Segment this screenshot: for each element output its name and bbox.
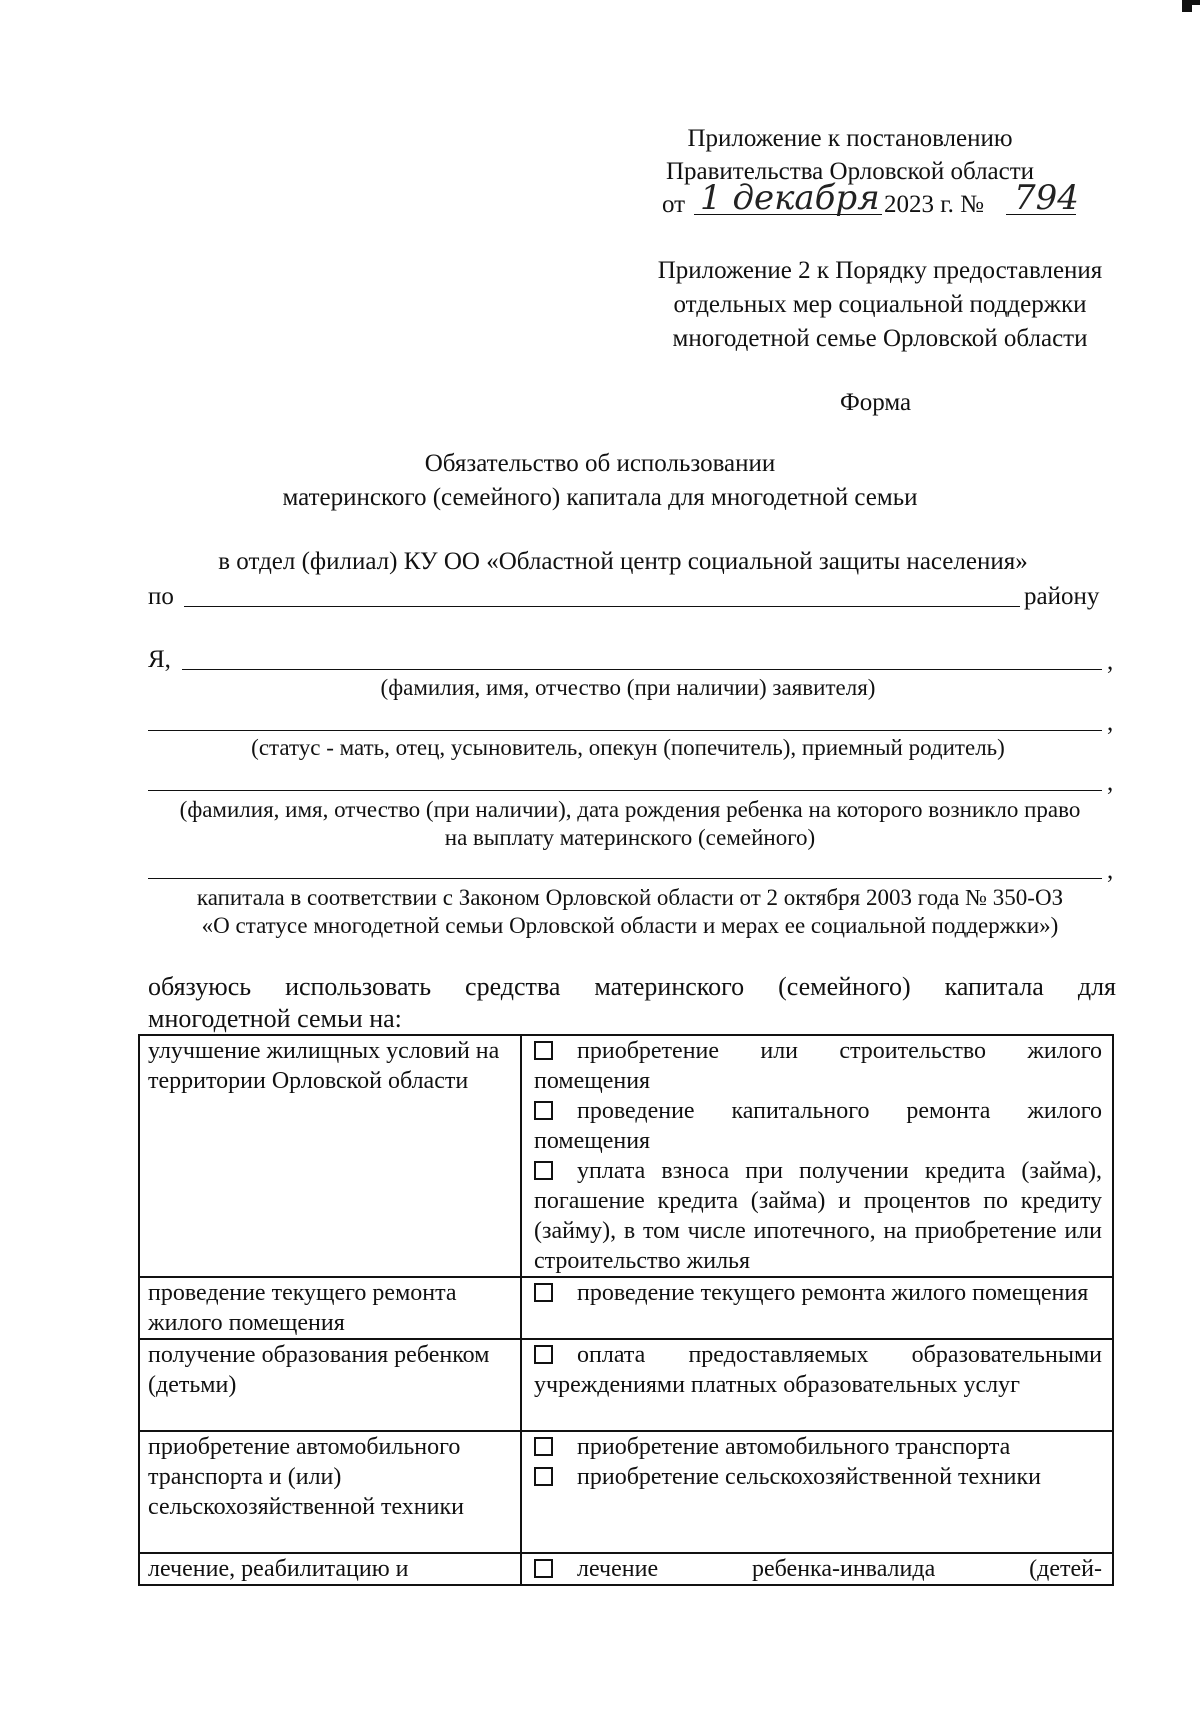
table-row <box>139 1431 1113 1553</box>
scan-mark <box>1182 0 1192 12</box>
options-cell <box>521 1277 1113 1339</box>
appendix-line-1: Приложение 2 к Порядку предоставления <box>657 257 1103 284</box>
checkbox[interactable] <box>534 1437 553 1456</box>
purpose-cell: получение образования ребенком (детьми) <box>139 1339 521 1431</box>
checkbox[interactable] <box>534 1283 553 1302</box>
caption-child-line-1: (фамилия, имя, отчество (при наличии), дата рождения ребенка на которого возникло право <box>179 797 1081 822</box>
caption-law-line-1: капитала в соответствии с Законом Орловской области от 2 октября 2003 года № 350-ОЗ <box>196 885 1064 910</box>
comma: , <box>1107 857 1114 884</box>
addressee-line: в отдел (филиал) КУ ОО «Областной центр социальной защиты населения» <box>218 548 1028 575</box>
document-title-line-2: материнского (семейного) капитала для многодетной семьи <box>282 484 918 511</box>
header-line-2: Правительства Орловской области <box>665 158 1035 185</box>
option-item[interactable]: оплата предоставляемых образовательными учреждениями платных образовательных услуг <box>534 1342 1102 1398</box>
comma: , <box>1107 648 1114 675</box>
form-label: Форма <box>840 389 912 416</box>
table-row <box>139 1553 1113 1585</box>
applicant-status-field[interactable] <box>148 730 1102 731</box>
caption-child-line-2: на выплату материнского (семейного) <box>444 825 816 850</box>
obligation-line-1: обязуюсь использовать средства материнского (семейного) капитала для <box>148 972 1116 1001</box>
purpose-cell: проведение текущего ремонта жилого помещения <box>139 1277 521 1339</box>
applicant-name-field[interactable] <box>182 669 1102 670</box>
option-item[interactable]: приобретение сельскохозяйственной техники <box>534 1462 1102 1492</box>
caption-law-line-2: «О статусе многодетной семьи Орловской области и мерах ее социальной поддержки») <box>201 913 1059 938</box>
option-item[interactable]: лечение ребенка-инвалида (детей- <box>534 1554 1102 1584</box>
purpose-cell: улучшение жилищных условий на территории Орловской области <box>139 1035 521 1277</box>
document-title-line-1: Обязательство об использовании <box>424 450 776 477</box>
options-cell <box>521 1339 1113 1431</box>
option-item[interactable]: приобретение автомобильного транспорта <box>534 1432 1102 1462</box>
caption-applicant-name: (фамилия, имя, отчество (при наличии) заявителя) <box>380 675 876 700</box>
comma: , <box>1107 769 1114 796</box>
option-item[interactable]: приобретение или строительство жилого помещения <box>534 1038 1102 1094</box>
option-item[interactable]: проведение капитального ремонта жилого помещения <box>534 1098 1102 1154</box>
caption-applicant-status: (статус - мать, отец, усыновитель, опекун (попечитель), приемный родитель) <box>251 735 1005 760</box>
checkbox[interactable] <box>534 1041 553 1060</box>
applicant-ya: Я, <box>148 646 171 673</box>
checkbox[interactable] <box>534 1345 553 1364</box>
checkbox[interactable] <box>534 1467 553 1486</box>
obligation-line-2: многодетной семьи на: <box>148 1004 402 1033</box>
scan-mark <box>1192 0 1200 5</box>
purpose-cell: приобретение автомобильного транспорта и (или) сельскохозяйственной техники <box>139 1431 521 1553</box>
capital-info-field[interactable] <box>148 878 1102 879</box>
options-table <box>138 1034 1114 1586</box>
checkbox[interactable] <box>534 1161 553 1180</box>
option-item[interactable]: уплата взноса при получении кредита (займа), погашение кредита (займа) и процентов по кредиту (займу), в том числе ипотечного, на приобретение или строительство жилья <box>534 1158 1102 1274</box>
appendix-line-3: многодетной семье Орловской области <box>672 325 1088 352</box>
options-cell <box>521 1553 1113 1585</box>
addressee-district: району <box>1024 583 1100 610</box>
options-cell <box>521 1431 1113 1553</box>
handwritten-date: 1 декабря <box>700 178 880 218</box>
header-line-1: Приложение к постановлению <box>687 125 1013 152</box>
header-year: 2023 г. № <box>884 191 985 218</box>
addressee-po: по <box>148 583 174 610</box>
purpose-cell: лечение, реабилитацию и <box>139 1553 521 1585</box>
appendix-line-2: отдельных мер социальной поддержки <box>673 291 1087 318</box>
checkbox[interactable] <box>534 1559 553 1578</box>
table-row <box>139 1277 1113 1339</box>
options-cell <box>521 1035 1113 1277</box>
child-info-field[interactable] <box>148 790 1102 791</box>
comma: , <box>1107 709 1114 736</box>
table-row <box>139 1035 1113 1277</box>
table-row <box>139 1339 1113 1431</box>
checkbox[interactable] <box>534 1101 553 1120</box>
header-date-prefix: от <box>662 191 686 218</box>
option-item[interactable]: проведение текущего ремонта жилого помещения <box>534 1278 1102 1308</box>
district-field[interactable] <box>184 606 1020 607</box>
handwritten-number: 794 <box>1014 178 1079 218</box>
